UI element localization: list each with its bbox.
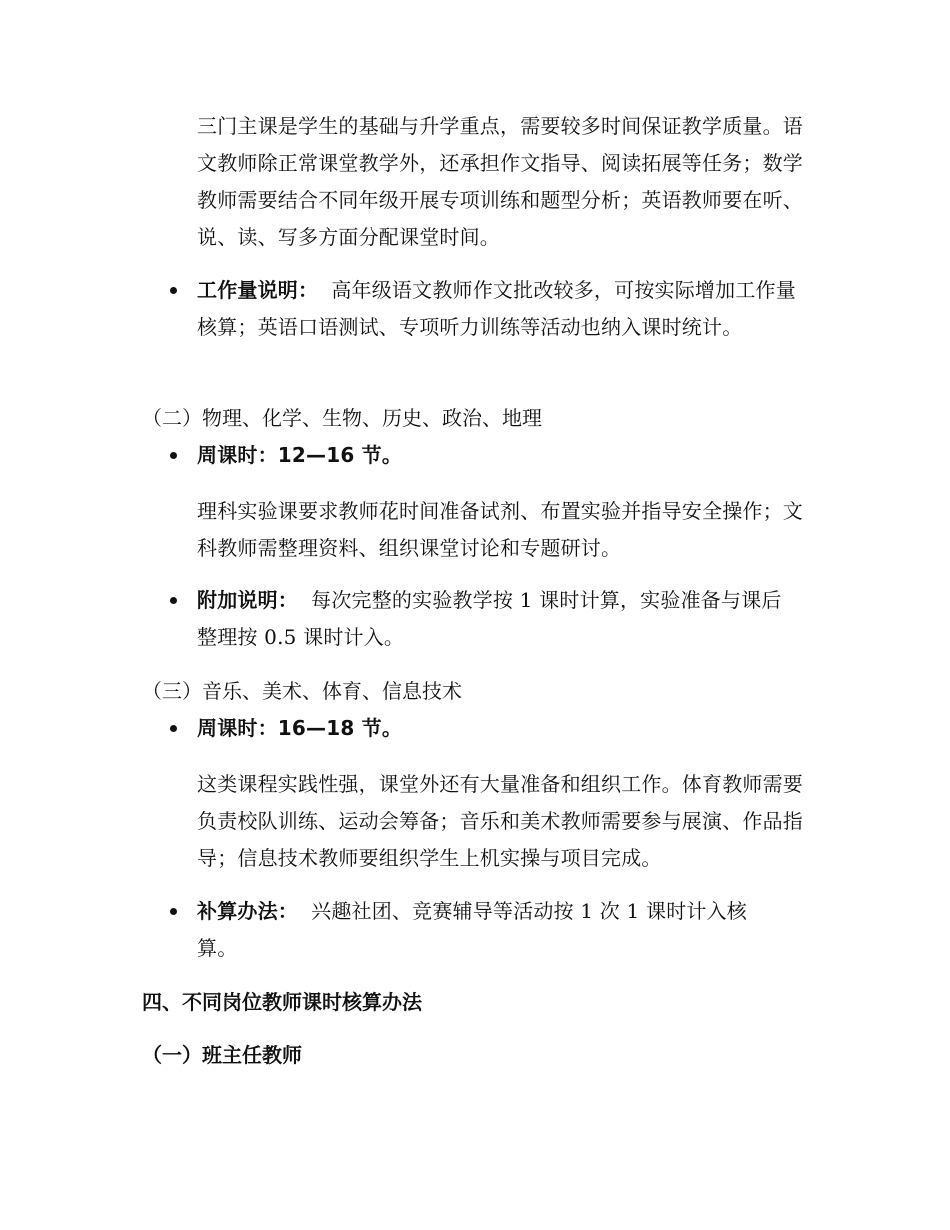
section-heading-4: 四、不同岗位教师课时核算办法 bbox=[142, 990, 422, 1014]
arts-hours-label: 周课时：16—18 节。 bbox=[197, 716, 403, 740]
science-paragraph: 理科实验课要求教师花时间准备试剂、布置实验并指导安全操作；文科教师需整理资料、组织课堂讨论和专题研讨。 bbox=[197, 499, 803, 560]
arts-supplement-bullet bbox=[197, 893, 787, 967]
arts-paragraph: 这类课程实践性强，课堂外还有大量准备和组织工作。体育教师需要负责校队训练、运动会筹备；音乐和美术教师需要参与展演、作品指导；信息技术教师要组织学生上机实操与项目完成。 bbox=[197, 772, 803, 870]
workload-text: 高年级语文教师作文批改较多，可按实际增加工作量核算；英语口语测试、专项听力训练等活动也纳入课时统计。 bbox=[197, 278, 796, 339]
arts-supplement-text: 兴趣社团、竞赛辅导等活动按 1 次 1 课时计入核算。 bbox=[197, 899, 748, 960]
bullet-dot-icon bbox=[170, 452, 177, 459]
science-note-text: 每次完整的实验教学按 1 课时计算，实验准备与课后整理按 0.5 课时计入。 bbox=[197, 588, 782, 649]
science-note-bullet bbox=[197, 582, 797, 656]
subsection-heading-3: （三）音乐、美术、体育、信息技术 bbox=[142, 679, 462, 703]
workload-bullet bbox=[197, 272, 797, 346]
main-subjects-paragraph: 三门主课是学生的基础与升学重点，需要较多时间保证教学质量。语文教师除正常课堂教学外，还承担作文指导、阅读拓展等任务；数学教师需要结合不同年级开展专项训练和题型分析；英语教师要在听、说、读、写多方面分配课堂时间。 bbox=[197, 114, 803, 249]
workload-label: 工作量说明： bbox=[197, 278, 319, 302]
arts-supplement-label: 补算办法： bbox=[197, 899, 298, 923]
subsection-heading-4-1: （一）班主任教师 bbox=[142, 1043, 302, 1067]
bullet-dot-icon bbox=[170, 725, 177, 732]
arts-hours-bullet bbox=[197, 710, 807, 747]
subsection-heading-2: （二）物理、化学、生物、历史、政治、地理 bbox=[142, 406, 542, 430]
bullet-dot-icon bbox=[170, 597, 177, 604]
science-hours-label: 周课时：12—16 节。 bbox=[197, 443, 403, 467]
science-hours-bullet bbox=[197, 437, 807, 474]
science-note-label: 附加说明： bbox=[197, 588, 298, 612]
bullet-dot-icon bbox=[170, 287, 177, 294]
bullet-dot-icon bbox=[170, 908, 177, 915]
